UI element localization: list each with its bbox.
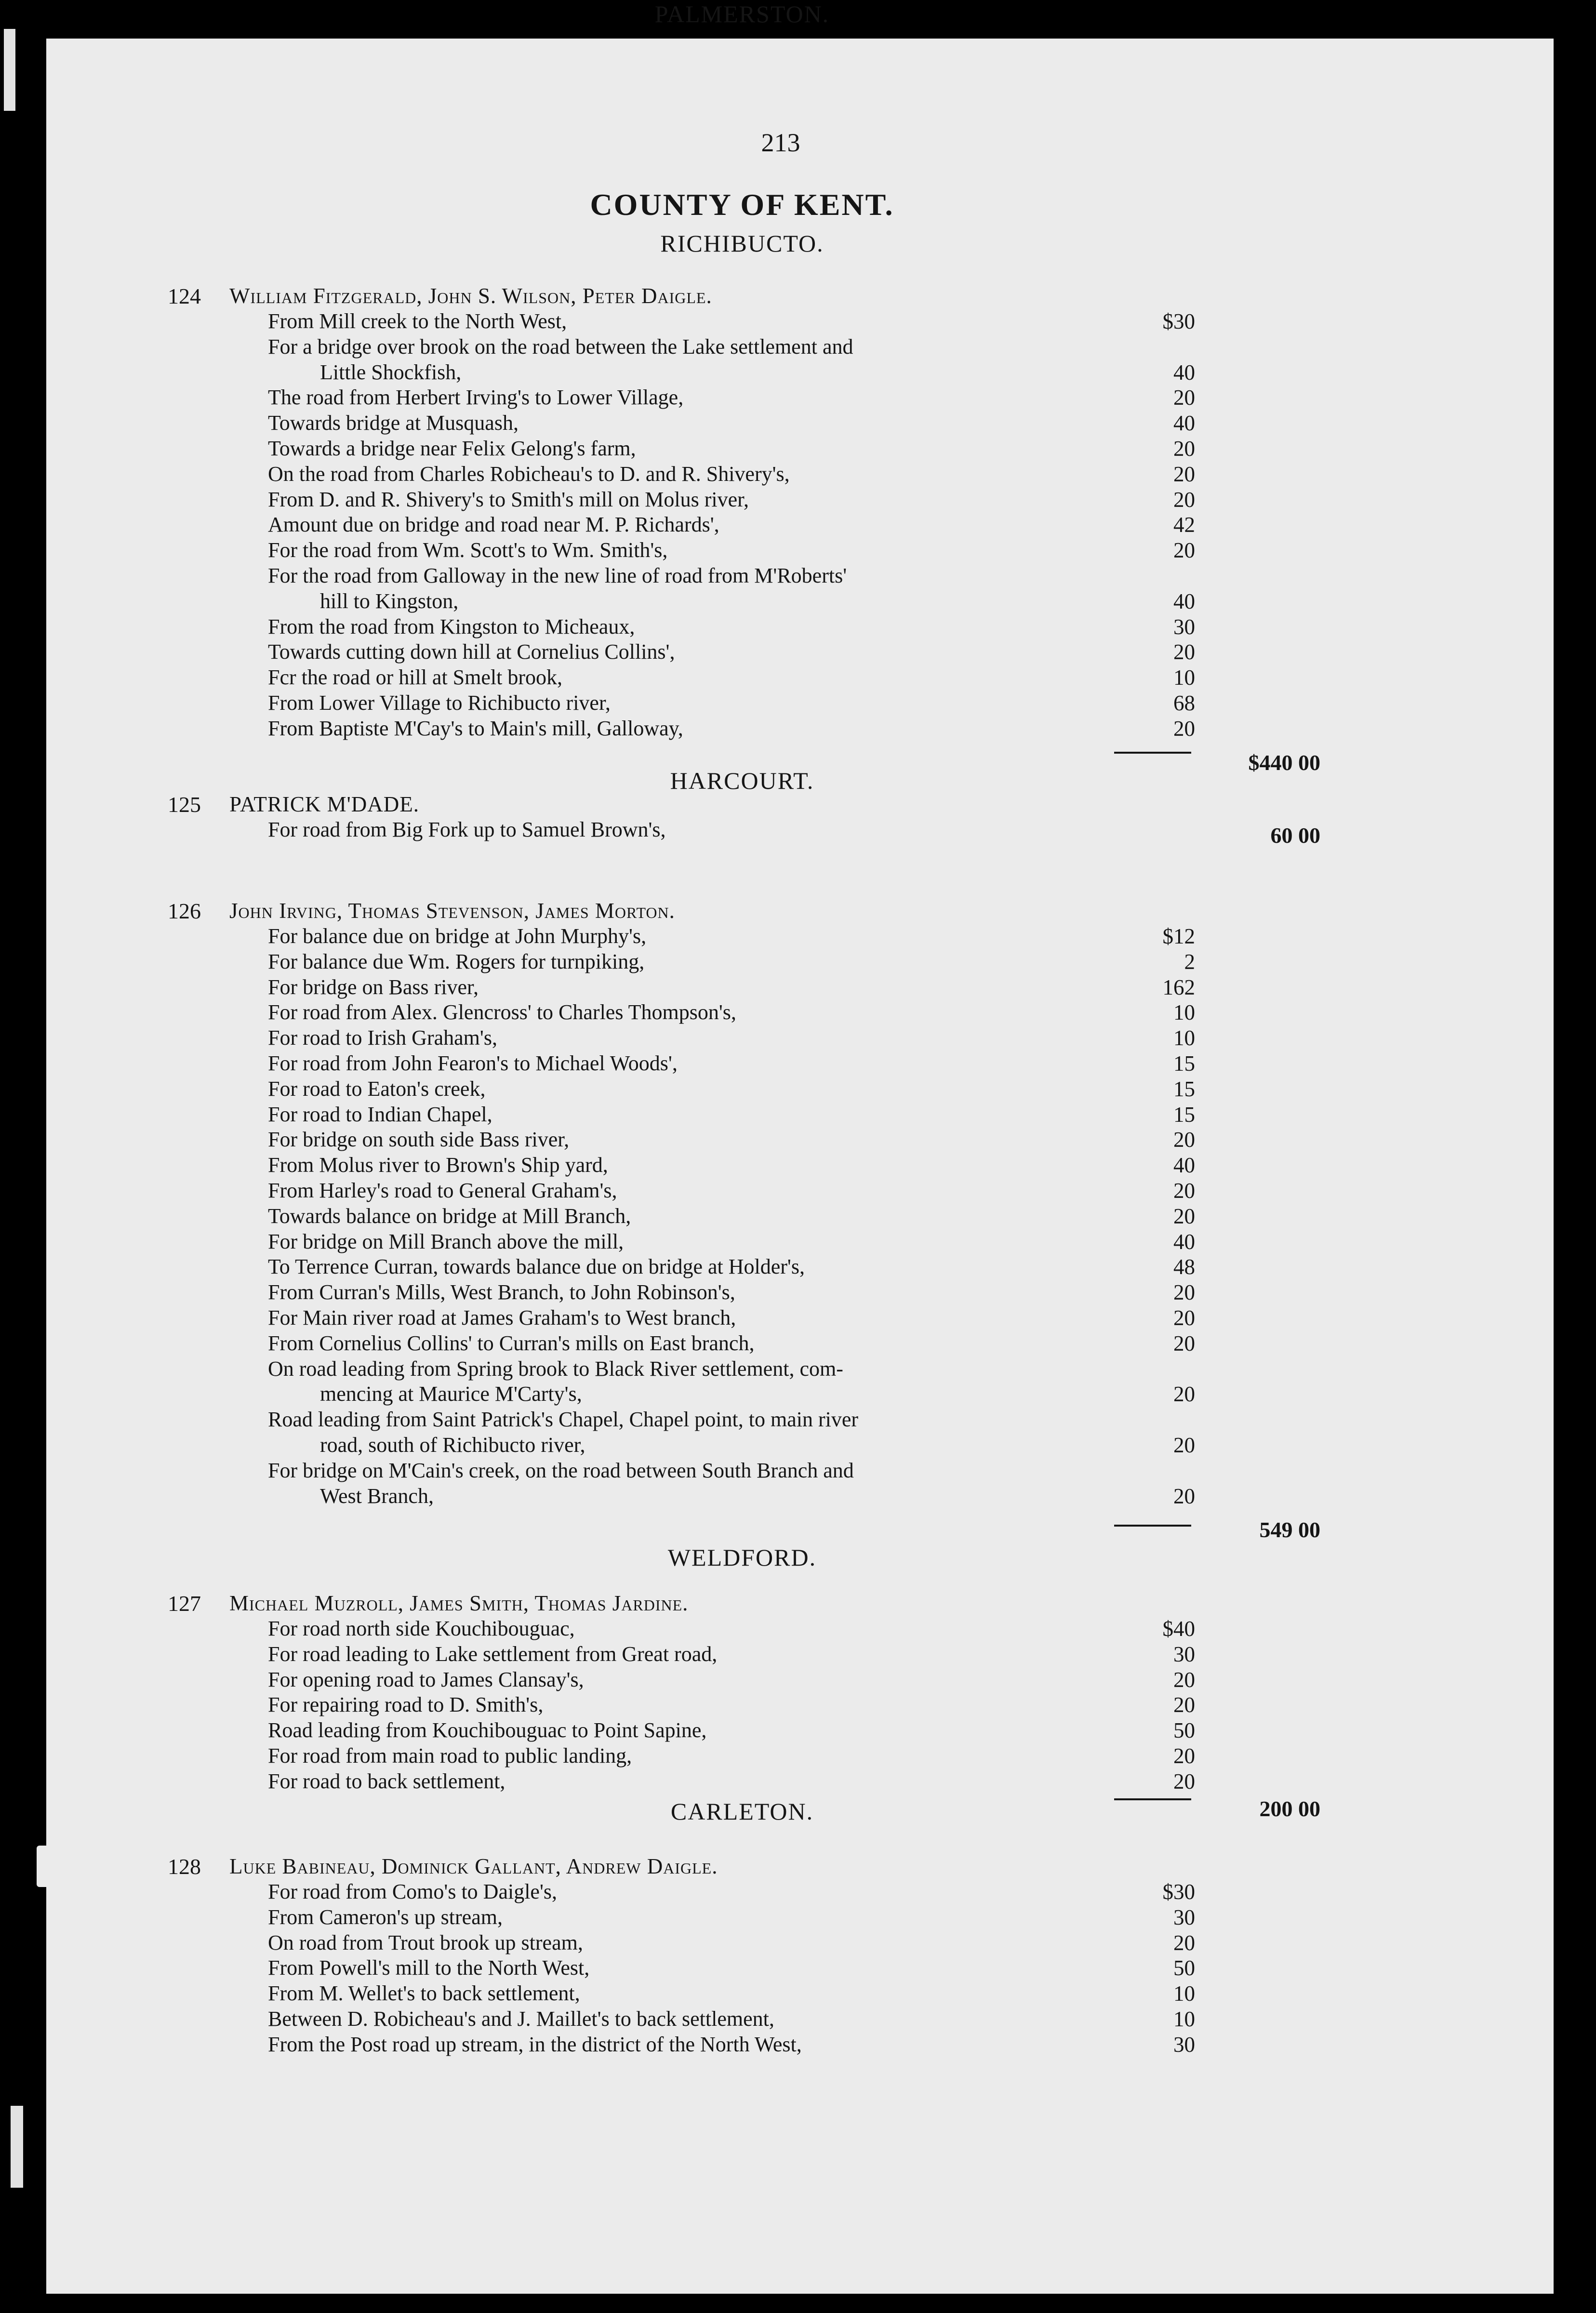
section-total: 60 00 xyxy=(1270,823,1320,848)
line-item: From Cornelius Collins' to Curran's mills on East branch, xyxy=(268,1331,755,1355)
line-amount: 30 xyxy=(1173,1905,1195,1929)
commissioners: Luke Babineau, Dominick Gallant, Andrew Daigle. xyxy=(229,1854,718,1878)
commissioners: William Fitzgerald, John S. Wilson, Peter Daigle. xyxy=(229,284,712,308)
line-item: For opening road to James Clansay's, xyxy=(268,1668,584,1691)
line-item: Towards balance on bridge at Mill Branch, xyxy=(268,1204,631,1228)
line-item: From the road from Kingston to Micheaux, xyxy=(268,615,635,638)
line-amount: 30 xyxy=(1173,615,1195,639)
line-amount: 20 xyxy=(1173,1204,1195,1228)
line-amount: 10 xyxy=(1173,1981,1195,2006)
scan-artifact xyxy=(4,29,15,111)
line-item: For repairing road to D. Smith's, xyxy=(268,1693,544,1716)
line-item: From Cameron's up stream, xyxy=(268,1905,503,1929)
commissioners: PATRICK M'DADE. xyxy=(229,792,420,816)
entry-number: 126 xyxy=(168,899,201,923)
line-item: For road from main road to public landing, xyxy=(268,1744,632,1768)
line-amount: 15 xyxy=(1173,1051,1195,1076)
line-item: From Mill creek to the North West, xyxy=(268,309,567,333)
line-amount: 68 xyxy=(1173,691,1195,715)
line-amount: 42 xyxy=(1173,513,1195,537)
line-amount: 20 xyxy=(1173,437,1195,461)
line-amount: 30 xyxy=(1173,1642,1195,1666)
line-amount: 20 xyxy=(1173,1433,1195,1457)
line-item: For road leading to Lake settlement from Great road, xyxy=(268,1642,718,1666)
entry-number: 125 xyxy=(168,792,201,817)
line-item: From D. and R. Shivery's to Smith's mill on Molus river, xyxy=(268,488,749,511)
line-amount: 50 xyxy=(1173,1718,1195,1742)
line-item: To Terrence Curran, towards balance due on bridge at Holder's, xyxy=(268,1255,805,1278)
line-amount: 40 xyxy=(1173,411,1195,435)
line-item-continuation: mencing at Maurice M'Carty's, xyxy=(320,1382,582,1406)
line-item: Towards a bridge near Felix Gelong's farm, xyxy=(268,437,636,460)
section-title: RICHIBUCTO. xyxy=(660,230,824,257)
line-item: For bridge on M'Cain's creek, on the road between South Branch and xyxy=(268,1459,854,1482)
line-amount: 40 xyxy=(1173,1153,1195,1177)
line-amount: 162 xyxy=(1162,975,1195,999)
line-amount: 10 xyxy=(1173,1026,1195,1050)
line-item: From Baptiste M'Cay's to Main's mill, Galloway, xyxy=(268,717,683,740)
entry-number: 124 xyxy=(168,284,201,308)
line-item: For road to Irish Graham's, xyxy=(268,1026,497,1050)
line-item: For bridge on Mill Branch above the mill, xyxy=(268,1230,624,1253)
line-item: From Harley's road to General Graham's, xyxy=(268,1179,617,1202)
line-item: For bridge on south side Bass river, xyxy=(268,1128,570,1151)
line-item: Road leading from Kouchibouguac to Point Sapine, xyxy=(268,1718,707,1742)
line-amount: 2 xyxy=(1184,950,1195,974)
line-amount: 20 xyxy=(1173,1769,1195,1794)
entry-number: 128 xyxy=(168,1854,201,1879)
line-item: For bridge on Bass river, xyxy=(268,975,479,999)
section-total: 200 00 xyxy=(1259,1796,1320,1821)
line-amount: 40 xyxy=(1173,360,1195,385)
page-number: 213 xyxy=(761,128,800,157)
line-item: For balance due on bridge at John Murphy's, xyxy=(268,924,647,948)
line-amount: $30 xyxy=(1162,309,1195,333)
line-amount: 20 xyxy=(1173,462,1195,486)
line-amount: 20 xyxy=(1173,717,1195,741)
line-item: From Powell's mill to the North West, xyxy=(268,1956,590,1980)
line-item: For balance due Wm. Rogers for turnpiking, xyxy=(268,950,645,973)
line-item-continuation: West Branch, xyxy=(320,1484,434,1508)
line-amount: 15 xyxy=(1173,1103,1195,1127)
line-item: For the road from Wm. Scott's to Wm. Smith's, xyxy=(268,538,668,562)
line-amount: 20 xyxy=(1173,1382,1195,1406)
commissioners: John Irving, Thomas Stevenson, James Morton. xyxy=(229,899,675,923)
section-total: $440 00 xyxy=(1248,750,1320,775)
line-item: For a bridge over brook on the road between the Lake settlement and xyxy=(268,335,853,359)
line-amount: $40 xyxy=(1162,1617,1195,1641)
line-amount: 10 xyxy=(1173,1000,1195,1024)
line-item: For road from Alex. Glencross' to Charles Thompson's, xyxy=(268,1000,736,1024)
line-item-continuation: hill to Kingston, xyxy=(320,589,459,613)
line-amount: 40 xyxy=(1173,589,1195,613)
line-item: Road leading from Saint Patrick's Chapel, Chapel point, to main river xyxy=(268,1408,859,1431)
line-amount: 20 xyxy=(1173,1128,1195,1152)
line-amount: 20 xyxy=(1173,538,1195,562)
line-amount: 50 xyxy=(1173,1956,1195,1980)
line-item: Between D. Robicheau's and J. Maillet's to back settlement, xyxy=(268,2007,774,2031)
line-amount: 20 xyxy=(1173,1306,1195,1330)
line-amount: 20 xyxy=(1173,1331,1195,1356)
line-amount: 20 xyxy=(1173,640,1195,664)
subtotal-rule xyxy=(1114,752,1191,754)
line-item: For road from Como's to Daigle's, xyxy=(268,1880,558,1903)
line-item: For road to back settlement, xyxy=(268,1769,505,1793)
line-item: For Main river road at James Graham's to West branch, xyxy=(268,1306,736,1329)
line-item: The road from Herbert Irving's to Lower Village, xyxy=(268,386,684,409)
scan-artifact xyxy=(11,2106,23,2188)
line-item: From M. Wellet's to back settlement, xyxy=(268,1981,580,2005)
section-title: PALMERSTON. xyxy=(654,0,830,27)
line-item: Amount due on bridge and road near M. P. Richards', xyxy=(268,513,719,536)
line-item: For road north side Kouchibouguac, xyxy=(268,1617,575,1640)
line-amount: 40 xyxy=(1173,1230,1195,1254)
line-amount: 20 xyxy=(1173,386,1195,410)
line-item: For road to Indian Chapel, xyxy=(268,1103,492,1126)
line-item: From Curran's Mills, West Branch, to John Robinson's, xyxy=(268,1280,735,1304)
line-item: On road leading from Spring brook to Black River settlement, com- xyxy=(268,1357,843,1381)
line-amount: 15 xyxy=(1173,1077,1195,1101)
line-amount: 20 xyxy=(1173,1280,1195,1304)
line-item: On the road from Charles Robicheau's to D. and R. Shivery's, xyxy=(268,462,790,486)
subtotal-rule xyxy=(1114,1525,1191,1527)
line-amount: 10 xyxy=(1173,665,1195,690)
line-amount: $12 xyxy=(1162,924,1195,948)
line-amount: 48 xyxy=(1173,1255,1195,1279)
line-item: From the Post road up stream, in the district of the North West, xyxy=(268,2033,802,2056)
line-item: For the road from Galloway in the new line of road from M'Roberts' xyxy=(268,564,847,587)
line-amount: 10 xyxy=(1173,2007,1195,2031)
line-item-continuation: road, south of Richibucto river, xyxy=(320,1433,585,1457)
section-title: WELDFORD. xyxy=(667,1544,817,1571)
line-amount: 20 xyxy=(1173,1931,1195,1955)
line-item-continuation: Little Shockfish, xyxy=(320,360,462,384)
line-amount: 20 xyxy=(1173,488,1195,512)
commissioners: Michael Muzroll, James Smith, Thomas Jardine. xyxy=(229,1591,689,1615)
line-item: For road from Big Fork up to Samuel Brown's, xyxy=(268,818,666,841)
line-amount: 20 xyxy=(1173,1744,1195,1768)
section-total: 549 00 xyxy=(1259,1517,1320,1542)
line-item: For road from John Fearon's to Michael Woods', xyxy=(268,1051,678,1075)
section-title: CARLETON. xyxy=(670,1798,814,1825)
line-item: From Molus river to Brown's Ship yard, xyxy=(268,1153,608,1177)
page-title: COUNTY OF KENT. xyxy=(590,187,894,222)
line-amount: $30 xyxy=(1162,1880,1195,1904)
line-item: Towards bridge at Musquash, xyxy=(268,411,519,435)
line-amount: 30 xyxy=(1173,2033,1195,2057)
line-amount: 20 xyxy=(1173,1179,1195,1203)
line-item: From Lower Village to Richibucto river, xyxy=(268,691,611,715)
line-item: Towards cutting down hill at Cornelius Collins', xyxy=(268,640,675,664)
line-item: Fcr the road or hill at Smelt brook, xyxy=(268,665,562,689)
line-amount: 20 xyxy=(1173,1668,1195,1692)
subtotal-rule xyxy=(1114,1798,1191,1800)
line-amount: 20 xyxy=(1173,1693,1195,1717)
section-title: HARCOURT. xyxy=(670,767,814,794)
line-item: For road to Eaton's creek, xyxy=(268,1077,486,1101)
scan-artifact xyxy=(37,1846,53,1887)
line-item: On road from Trout brook up stream, xyxy=(268,1931,583,1954)
entry-number: 127 xyxy=(168,1591,201,1616)
line-amount: 20 xyxy=(1173,1484,1195,1508)
